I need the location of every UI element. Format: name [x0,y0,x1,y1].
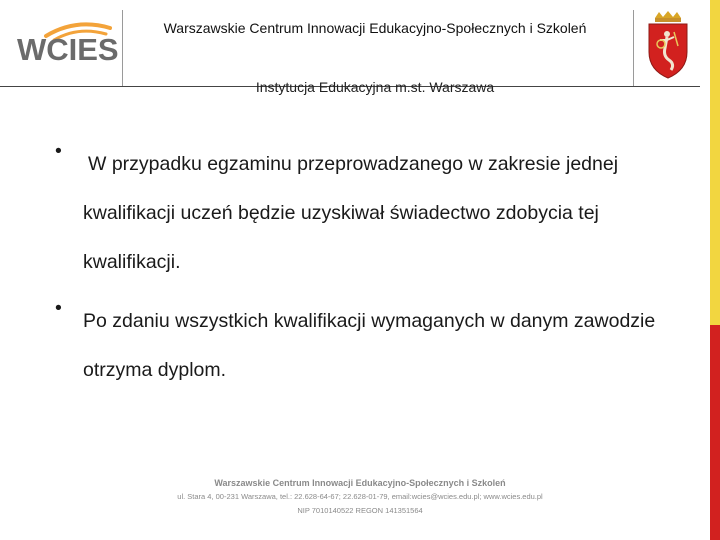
footer-address: ul. Stara 4, 00-231 Warszawa, tel.: 22.628-64-67; 22.628-01-79, email:wcies@wcies.edu.pl; www.wcies.edu.pl [177,492,543,501]
flag-strip-red [710,325,720,540]
header-subtitle: Instytucja Edukacyjna m.st. Warszawa [255,79,495,95]
slide-content [55,140,675,395]
flag-strip [710,0,720,540]
bullet-item [55,297,675,395]
footer-name: Warszawskie Centrum Innowacji Edukacyjno-Społecznych i Szkoleń [214,478,506,488]
footer-ids: NIP 7010140522 REGON 141351564 [297,506,423,515]
flag-strip-yellow [710,0,720,325]
bullet-dot: • [55,297,62,319]
bullet-dot: • [55,140,62,162]
bullet-text: W przypadku egzaminu przeprowadzanego w zakresie jednej kwalifikacji uczeń będzie uzyskiwał świadectwo zdobycia tej kwalifikacji. [83,153,619,273]
wcies-logo [14,12,119,72]
footer [160,476,560,518]
header-divider-left [122,10,123,86]
header-title: Warszawskie Centrum Innowacji Edukacyjno-Społecznych i Szkoleń [163,20,587,36]
header-divider-right [633,10,634,86]
warsaw-coat-of-arms-icon [643,10,693,80]
bullet-item [55,140,675,287]
logo-text: WCIES [17,32,119,67]
bullet-text: Po zdaniu wszystkich kwalifikacji wymaganych w danym zawodzie otrzyma dyplom. [83,310,656,381]
